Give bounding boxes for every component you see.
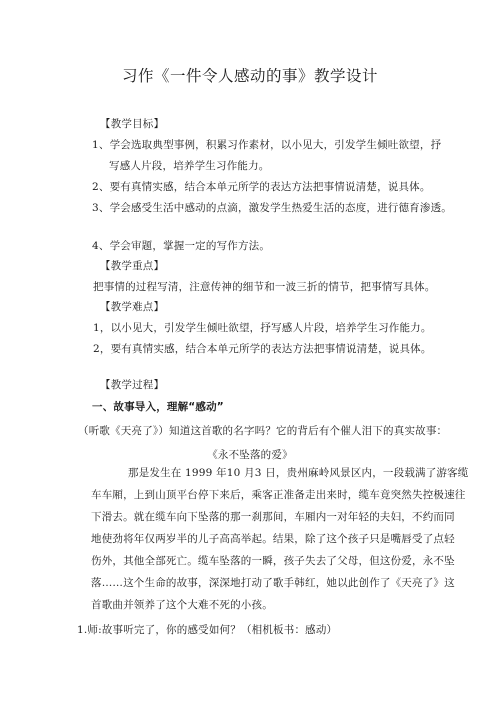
key-points-text: 把事情的过程写清，注意传神的细节和一波三折的情节，把事情写具体。 [93, 281, 436, 293]
key-points-heading: 【教学重点】 [100, 260, 165, 272]
story-intro: （听歌《天亮了》）知道这首歌的名字吗？它的背后有个催人泪下的真实故事： [78, 425, 448, 437]
objective-2: 2、要有真情实感，结合本单元所学的表达方法把事情说清楚，说具体。 [92, 181, 431, 193]
objective-4: 4、学会审题，掌握一定的写作方法。 [92, 240, 271, 252]
process-heading: 【教学过程】 [100, 379, 165, 391]
question-1: 1.师:故事听完了，你的感受如何？（相机板书：感动） [77, 624, 338, 636]
story-line: 地使劲将年仅两岁半的儿子高高举起。结果，除了这个孩子只是嘴唇受了点轻 [91, 533, 455, 545]
story-line: 下滑去。就在缆车向下坠落的那一刹那间，车厢内一对年轻的夫妇，不约而同 [91, 511, 455, 523]
difficulty-1: 1，以小见大，引发学生倾吐欲望，抒写感人片段，培养学生习作能力。 [93, 322, 432, 334]
story-line: 车车厢，上到山顶平台停下来后，乘客正准备走出来时，缆车竟突然失控极速往 [91, 489, 466, 501]
objective-1-line-1: 1、学会选取典型事例，积累习作素材，以小见大，引发学生倾吐欲望，抒 [92, 139, 442, 151]
objective-3: 3、学会感受生活中感动的点滴，激发学生热爱生活的态度，进行德育渗透。 [92, 202, 452, 214]
section-1-heading: 一、故事导入，理解“感动” [92, 401, 224, 413]
difficulties-heading: 【教学难点】 [100, 301, 165, 313]
story-line: 伤外，其他全部死亡。缆车坠落的一瞬，孩子失去了父母，但这份爱，永不坠 [91, 555, 455, 567]
difficulty-2: 2，要有真情实感，结合本单元所学的表达方法把事情说清楚，说具体。 [93, 343, 432, 355]
page-title: 习作《一件令人感动的事》教学设计 [121, 67, 378, 85]
objectives-heading: 【教学目标】 [100, 118, 165, 130]
story-line: 落……这个生命的故事，深深地打动了歌手韩红，她以此创作了《天亮了》这 [91, 577, 455, 589]
story-line: 首歌曲并领养了这个大难不死的小孩。 [91, 599, 273, 611]
story-title: 《永不坠落的爱》 [207, 449, 293, 461]
objective-1-line-2: 写感人片段，培养学生习作能力。 [109, 160, 270, 172]
story-line: 那是发生在 1999 年10 月3 日，贵州麻岭风景区内，一段载满了游客缆 [128, 467, 469, 479]
